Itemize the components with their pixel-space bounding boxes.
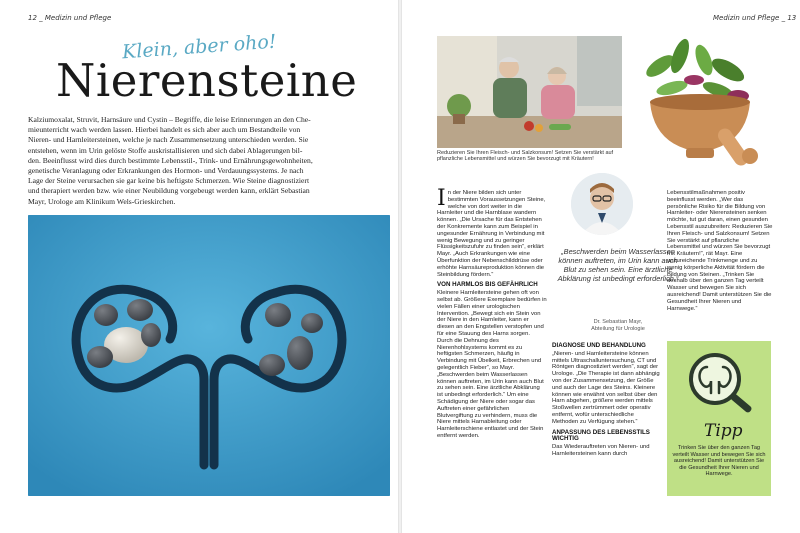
article-title: Nierensteine <box>56 54 358 107</box>
spine-gutter <box>398 0 402 533</box>
article-column-1 <box>437 186 547 440</box>
lead-line: Nieren- und Harnleitersteinen, welche je nach Zusammensetzung unterschieden werden. Sie <box>28 135 309 145</box>
lead-line: den. Beeinflusst wird dies durch bestimmte Lebensstil-, Trink- und Ernährungsgewohnheiten, <box>28 155 313 165</box>
cooking-couple-photo <box>437 36 622 148</box>
lead-line: und therapiert werden bzw. wie einer Neubildung vorgebeugt werden kann, erklärt Sebastian <box>28 186 310 196</box>
lead-line: Mayr, Urologe am Klinikum Wels-Grieskirchen. <box>28 196 176 206</box>
doctor-avatar <box>571 173 633 235</box>
right-page-number: 13 <box>787 14 797 22</box>
section-heading-diagnose: DIAGNOSE UND BEHANDLUNG <box>552 342 646 349</box>
left-section-label: Medizin und Pflege <box>44 14 112 22</box>
column-1-intro <box>437 186 547 278</box>
mortar-herbs-illustration <box>634 36 766 172</box>
kidney-illustration <box>28 215 390 496</box>
lead-line: entstehen, wenn im Urin gelöste Stoffe auskristallisieren und sich dabei Ablagerungen bil- <box>28 145 303 155</box>
tip-title: Tipp <box>704 421 743 441</box>
lebensstil-paragraph: Das Wiederauftreten von Nieren- und Harnleitersteinen kann durch <box>552 444 650 457</box>
doctor-portrait <box>571 173 633 235</box>
section-heading-lebensstil: ANPASSUNG DES LEBENSSTILS WICHTIG <box>552 428 650 443</box>
photo-caption <box>437 150 632 163</box>
article-lead <box>28 115 386 207</box>
quote-department: Abteilung für Urologie <box>591 325 645 332</box>
drop-cap: I <box>437 186 446 211</box>
lead-line: Lage der Steine verursachen sie gar keine bis heftigste Schmerzen. Wie Steine diagnostiziert <box>28 176 310 186</box>
article-column-3 <box>667 190 773 312</box>
magnifier-kidney-icon <box>667 341 771 421</box>
tip-text: Trinken Sie über den ganzen Tag verteilt Wasser und bewegen Sie sich ausreichend! Damit unterstützen Sie die Gesundheit Ihrer Nieren und Harnwege. <box>672 445 766 478</box>
right-section-label: Medizin und Pflege <box>713 14 780 22</box>
article-column-2 <box>552 343 660 458</box>
lead-line: mieunterricht wach werden lassen. Hierbei handelt es sich aber auch um Bestandteile von <box>28 125 301 135</box>
caption-line: Reduzieren Sie Ihren Fleisch- und Salzkonsum! Setzen Sie verstärkt auf <box>437 150 614 156</box>
harmlos-paragraph: Kleinere Harnleitersteine gehen oft von selbst ab. Größere Exemplare bedürfen in vielen Fällen einer urologischen Intervention. „Bewegt sich ein Stein von der Niere in den Harnleiter, kann er diesen an den Engstellen verstopfen und für eine Stauung des Harns sorgen. Durch die Dehnung des Nierenhohlsystems kommt es zu heftigsten Schmerzen, häufig in Verbindung mit Übelkeit, Erbrechen und gelegentlich Fieber“, so Mayr. „Beschwerden beim Wasserlassen können auftreten, im Urin kann auch Blut zu sehen sein. Eine ärztliche Abklärung ist unbedingt erforderlich.“ Um eine Schädigung der Niere oder sogar das Auftreten einer gefährlichen Blutvergiftung zu verhindern, muss die Niere mittels Harnableitung oder Harnleiterschiene entlastet und der Stein entfernt werden. <box>437 290 547 439</box>
lead-line: genetische Veranlagung oder Erkrankungen des Hormon- und Verdauungssystems. Je nach <box>28 166 304 176</box>
left-page-number: 12 <box>28 14 37 22</box>
column-3-paragraph: Lebensstilmaßnahmen positiv beeinflusst werden. „Wer das persönliche Risiko für die Bildung von Harnleiter- oder Nierensteinen senken möchte, tut gut daran, einen gesunden Lebensstil auszubreiten: Reduzieren Sie Ihren Fleisch- und Salzkonsum! Setzen Sie verstärkt auf pflanzliche Lebensmittel und würzen Sie bevorzugt mit Kräutern!“, rät Mayr. Eine unzureichende Trinkmenge und zu wenig körperliche Aktivität fördern die Bildung von Steinen. „Trinken Sie deshalb über den ganzen Tag verteilt Wasser und bewegen Sie sich ausreichend! Damit unterstützen Sie die Gesundheit Ihrer Nieren und Harnwege.“ <box>667 190 773 312</box>
quote-source <box>552 319 684 332</box>
caption-line: pflanzliche Lebensmittel und würzen Sie bevorzugt mit Kräutern! <box>437 156 594 163</box>
intro-paragraph: n der Niere bilden sich unter bestimmten Voraussetzungen Steine, welche von dort weiter in die Harnleiter und die Harnblase wandern können. „Die Ursache für das Entstehen der Konkremente kann zum Beispiel in ungesunder Ernährung in Verbindung mit wenig Bewegung und zu geringer Flüssigkeitszufuhr zu finden sein“, erklärt Mayr. „Auch Erkrankungen wie eine Überfunktion der Nebenschilddrüse oder erhöhte Harnsäureproduktion können die Steinbildung fördern.“ <box>437 190 546 278</box>
right-page-header: Medizin und Pflege _ 13 <box>713 14 797 22</box>
section-heading-harmlos: VON HARMLOS BIS GEFÄHRLICH <box>437 281 538 289</box>
tip-box <box>667 341 771 496</box>
herbs-mortar-photo <box>634 36 766 172</box>
article-tagline: Klein, aber oho! <box>121 30 278 64</box>
diagnose-paragraph: „Nieren- und Harnleitersteine können mittels Ultraschalluntersuchung, CT und Röntgen diagnostiziert werden“, sagt der Urologe. „Die Therapie ist dann abhängig von der Zusammensetzung, der Größe und auch der Lage des Steins. Kleinere können wie erwähnt von selbst über den Harn abgehen, größere werden mittels Stoßwellen zertrümmert oder operativ entfernt, wofür unterschiedliche Methoden zu Verfügung stehen.“ <box>552 350 660 425</box>
pull-quote: „Beschwerden beim Wasserlassen können auftreten, im Urin kann auch Blut zu sehen sein. Eine ärztliche Abklärung ist unbedingt erforderlich.“ <box>557 247 679 283</box>
kidney-stones-photo <box>28 215 390 496</box>
kitchen-scene <box>437 36 622 148</box>
left-page-header: 12 _ Medizin und Pflege <box>28 14 112 22</box>
quote-author: Dr. Sebastian Mayr, <box>593 319 643 325</box>
lead-line: Kalziumoxalat, Struvit, Harnsäure und Cystin – Begriffe, die leise Erinnerungen an den Che- <box>28 115 311 124</box>
